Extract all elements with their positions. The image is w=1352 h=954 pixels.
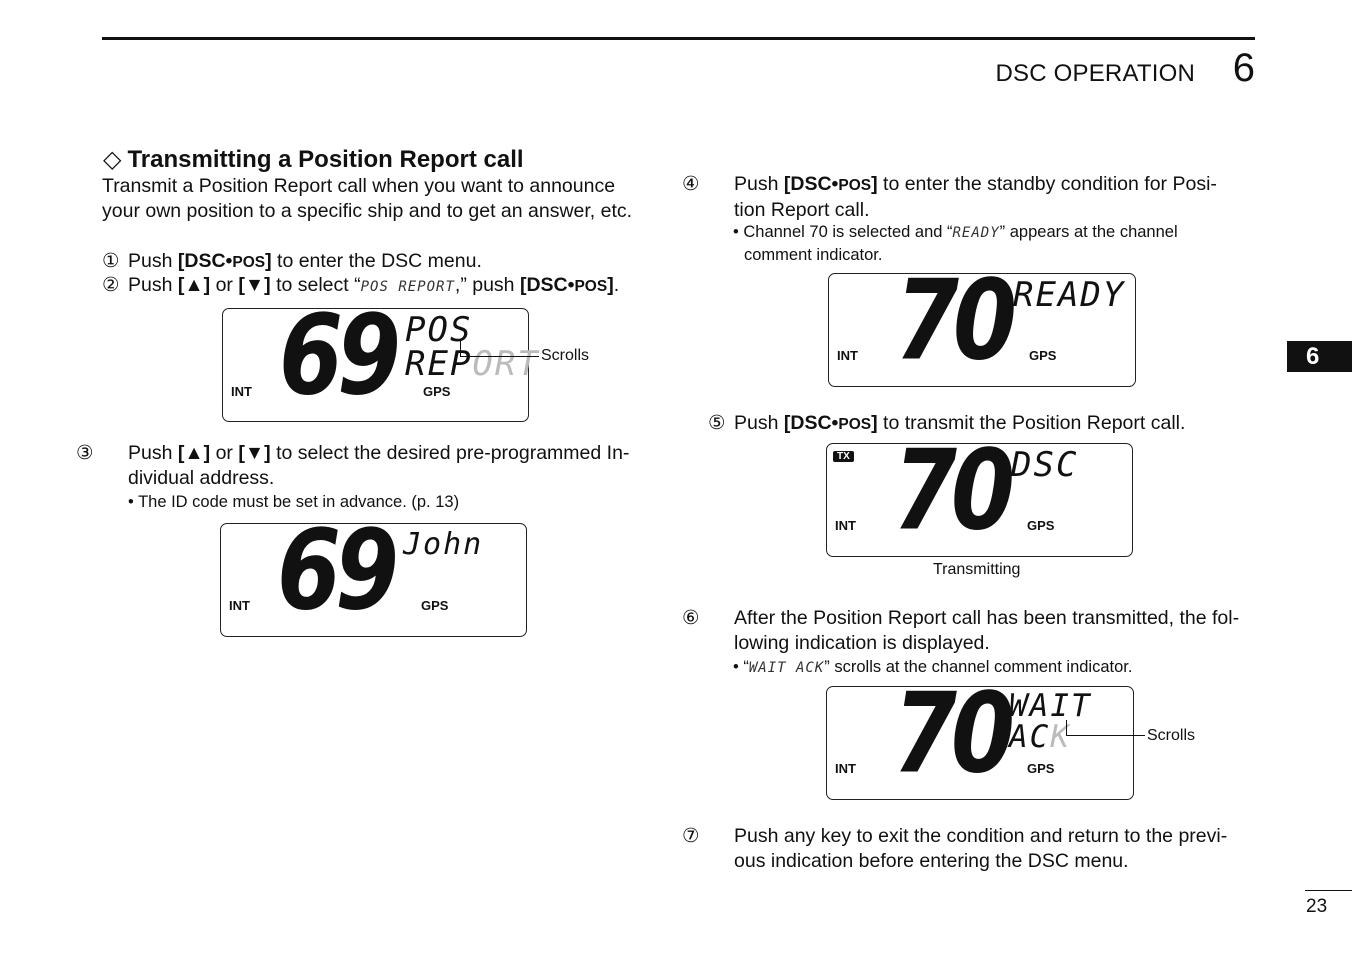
gps-label: GPS (1027, 761, 1055, 776)
lcd-inline-text: WAIT ACK (748, 660, 825, 676)
step-text: to transmit the Position Report call. (877, 412, 1186, 434)
key-label: [DSC• (783, 412, 839, 434)
dsc-pos-key (784, 173, 878, 195)
channel-number: 70 (893, 426, 1010, 555)
step-7 (682, 824, 1282, 874)
key-label: [DSC• (783, 173, 839, 195)
lcd-display-3 (828, 256, 1136, 387)
step-text: lowing indication is displayed. (734, 632, 990, 654)
key-label-end: ] (871, 412, 878, 434)
lcd-display-2 (220, 506, 527, 637)
header-rule (102, 37, 1255, 40)
step-text: or (210, 274, 239, 296)
channel-comment: John (403, 527, 484, 562)
step-number: ⑦ (682, 825, 700, 847)
step-number: ⑥ (682, 607, 700, 629)
scrolls-callout: Scrolls (541, 347, 590, 364)
step-text: Push (128, 250, 178, 272)
int-label: INT (231, 384, 252, 399)
step-text: or (210, 442, 239, 464)
dsc-pos-key (178, 250, 272, 272)
step-text: tion Report call. (734, 199, 870, 221)
channel-comment: READY (1013, 275, 1126, 315)
step-text: After the Position Report call has been transmitted, the fol- (734, 607, 1240, 629)
lcd-inline-text: POS REPORT (360, 279, 455, 295)
channel-number: 69 (277, 506, 394, 635)
chapter-side-tab: 6 (1287, 341, 1352, 372)
step-text: Push (734, 412, 784, 434)
key-label-small: POS (838, 416, 872, 433)
key-label-end: ] (265, 250, 272, 272)
step-number: ② (102, 274, 120, 296)
step-number: ① (102, 250, 120, 272)
step-text: ous indication before entering the DSC menu. (734, 850, 1129, 872)
step-4 (682, 172, 1282, 223)
comment-text: WAIT AC (1009, 688, 1092, 755)
step-1 (102, 249, 482, 275)
gps-label: GPS (1029, 348, 1057, 363)
section-title: Transmitting a Position Report call (127, 146, 524, 173)
comment-text: POS REP (405, 310, 473, 384)
step-6 (682, 606, 1282, 656)
step-number: ④ (682, 173, 700, 195)
step-number: ③ (76, 442, 94, 464)
step-text: to select the desired pre-programmed In- (270, 442, 630, 464)
key-label-end: ] (607, 274, 614, 296)
channel-number: 70 (895, 256, 1012, 385)
intro-line-1: Transmit a Position Report call when you want to announce (102, 175, 616, 197)
gps-label: GPS (1027, 518, 1055, 533)
lcd-display-4 (826, 426, 1133, 557)
down-key: [▼] (238, 274, 271, 296)
up-key: [▲] (177, 442, 211, 464)
int-label: INT (835, 761, 856, 776)
page-number: 23 (1306, 896, 1328, 917)
int-label: INT (835, 518, 856, 533)
step-text: to enter the DSC menu. (271, 250, 482, 272)
down-key: [▼] (238, 442, 271, 464)
note-text: comment indicator. (744, 246, 883, 264)
lcd-inline-text: READY (952, 225, 1000, 241)
chapter-number: 6 (1232, 46, 1255, 90)
key-label: [DSC• (177, 250, 233, 272)
dsc-pos-key (520, 274, 614, 296)
intro-paragraph (102, 174, 632, 224)
key-label-end: ] (871, 173, 878, 195)
transmitting-caption: Transmitting (933, 561, 1021, 578)
diamond-icon: ◇ (103, 146, 122, 173)
scrolls-callout: Scrolls (1147, 727, 1196, 744)
step-text: ,” push (454, 274, 520, 296)
note-text: ” appears at the channel (999, 223, 1178, 241)
channel-number: 69 (279, 291, 396, 420)
key-label: [DSC• (519, 274, 575, 296)
step-text: to select “ (270, 274, 361, 296)
step-3 (76, 441, 676, 491)
intro-line-2: your own position to a specific ship and to get an answer, etc. (102, 200, 633, 222)
key-label-small: POS (574, 278, 608, 295)
step-text: to enter the standby condition for Posi- (877, 173, 1217, 195)
comment-ghost-text: K (1050, 719, 1071, 755)
step-text: dividual address. (128, 467, 275, 489)
step-text: Push (734, 173, 784, 195)
gps-label: GPS (423, 384, 451, 399)
comment-ghost-text: ORT (472, 344, 540, 384)
step-text: . (613, 274, 620, 296)
step-3-note: • The ID code must be set in advance. (p. 13) (128, 493, 460, 511)
int-label: INT (229, 598, 250, 613)
callout-line (460, 340, 539, 357)
int-label: INT (837, 348, 858, 363)
channel-number: 70 (893, 669, 1010, 798)
step-number: ⑤ (708, 412, 726, 434)
step-text: Push (128, 274, 178, 296)
key-label-small: POS (232, 254, 266, 271)
chapter-title: DSC OPERATION (995, 60, 1195, 87)
gps-label: GPS (421, 598, 449, 613)
step-text: Push any key to exit the condition and return to the previ- (734, 825, 1228, 847)
dsc-pos-key (784, 412, 878, 434)
tx-indicator: TX (833, 451, 854, 462)
up-key: [▲] (177, 274, 211, 296)
lcd-display-1 (222, 291, 540, 422)
channel-comment: DSC (1011, 445, 1079, 485)
callout-line (1066, 720, 1145, 736)
note-text: ” scrolls at the channel comment indicator. (824, 658, 1133, 676)
lcd-display-5 (826, 669, 1134, 800)
note-text: • “ (733, 658, 749, 676)
note-text: • Channel 70 is selected and “ (733, 223, 953, 241)
footer-rule (1305, 890, 1352, 891)
key-label-small: POS (838, 177, 872, 194)
section-heading (103, 145, 524, 174)
step-text: Push (128, 442, 178, 464)
